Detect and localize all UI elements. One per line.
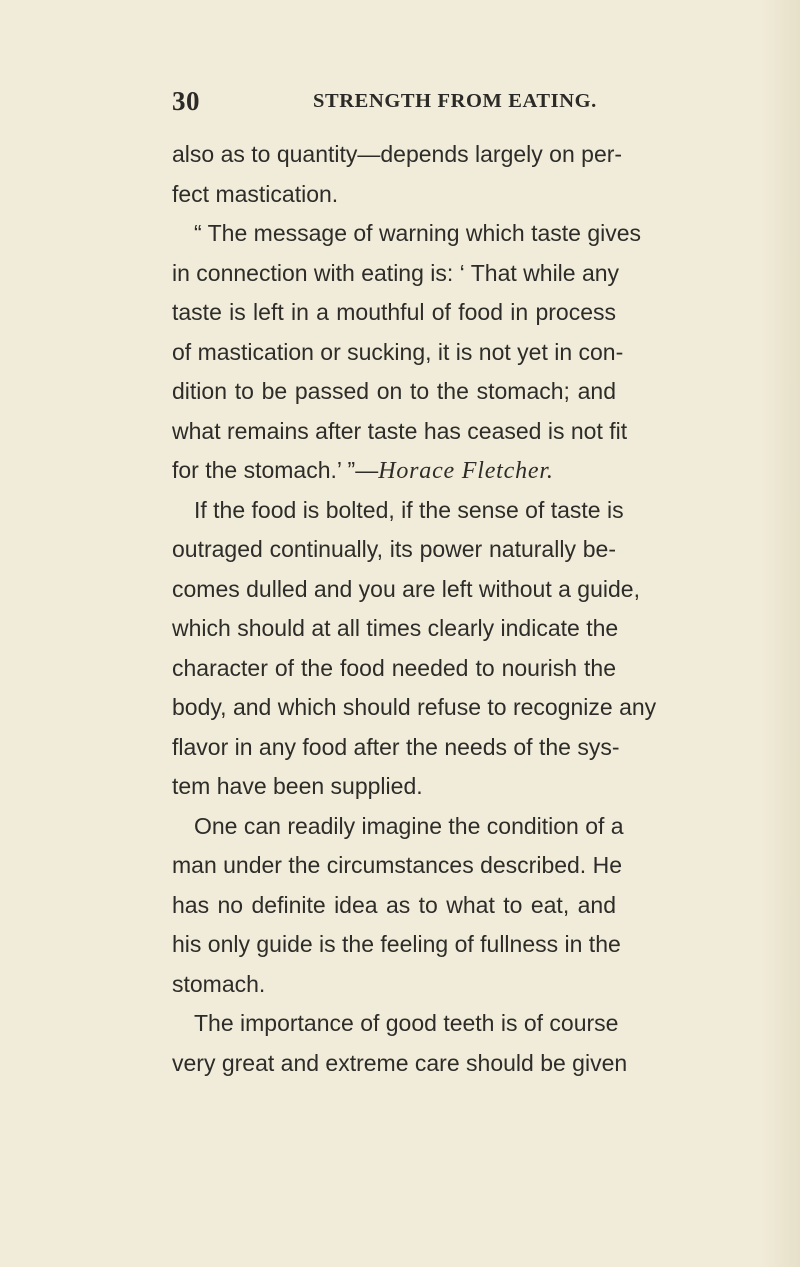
text-line: dition to be passed on to the stomach; and [172, 378, 616, 404]
paragraph-quotation [172, 214, 642, 491]
paragraph [172, 135, 623, 214]
paragraph [172, 807, 624, 1005]
page-header [0, 86, 800, 126]
attribution-author: Horace Fletcher. [378, 458, 554, 484]
paragraph [172, 1004, 628, 1083]
text-line: of mastication or sucking, it is not yet in con- [172, 338, 624, 365]
text-line: One can readily imagine the condition of a [194, 812, 624, 839]
text-line: his only guide is the feeling of fullness in the [172, 931, 621, 957]
text-line: man under the circumstances described. He [172, 852, 622, 878]
text-line: comes dulled and you are left without a guide, [172, 575, 640, 602]
text-line: fect mastication. [172, 180, 339, 207]
paragraph [172, 491, 657, 807]
quote-end: for the stomach.’ ”— [172, 457, 379, 483]
text-line: has no definite idea as to what to eat, and [172, 891, 616, 918]
page-number: 30 [172, 86, 200, 116]
text-line-attribution [172, 451, 616, 491]
text-line: stomach. [172, 970, 266, 997]
text-line: tem have been supplied. [172, 773, 423, 799]
running-head: STRENGTH FROM EATING. [313, 90, 597, 112]
text-line: also as to quantity—depends largely on per- [172, 141, 623, 167]
text-line: which should at all times clearly indicate the [172, 615, 619, 641]
text-line: character of the food needed to nourish the [172, 654, 616, 681]
text-line: “ The message of warning which taste gives [194, 220, 642, 246]
page-edge-shadow [760, 0, 800, 1267]
text-line: outraged continually, its power naturally be- [172, 536, 616, 562]
text-line: in connection with eating is: ‘ That while any [172, 259, 620, 286]
text-line: The importance of good teeth is of course [194, 1010, 619, 1036]
text-line: body, and which should refuse to recognize any [172, 694, 657, 720]
text-line: very great and extreme care should be given [172, 1049, 628, 1076]
text-line: taste is left in a mouthful of food in process [172, 299, 616, 325]
text-line: what remains after taste has ceased is not fit [172, 417, 628, 444]
body-text [172, 135, 657, 1083]
text-line: If the food is bolted, if the sense of taste is [194, 496, 624, 523]
text-line: flavor in any food after the needs of the sys- [172, 733, 620, 760]
